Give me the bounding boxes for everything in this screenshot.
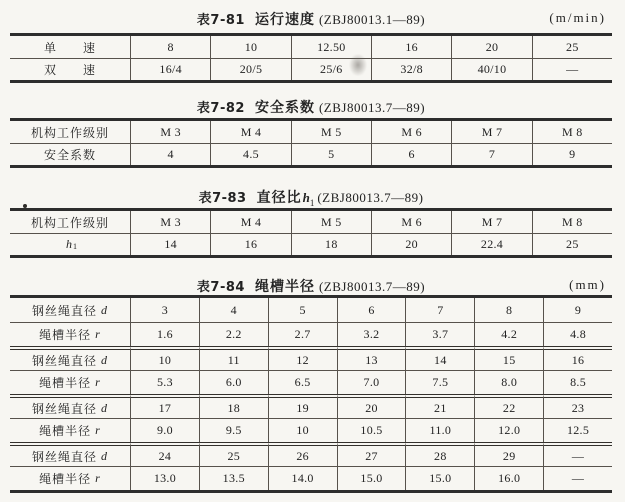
table-cell: 25 [532, 233, 612, 255]
table-cell: 20/5 [210, 58, 290, 80]
table-cell: 32/8 [371, 58, 451, 80]
table-7-83-caption [10, 187, 612, 209]
table-cell: 7.0 [337, 370, 406, 394]
table-cell: 5 [268, 298, 337, 322]
table-cell: 7 [405, 298, 474, 322]
row-header: 绳槽半径 r [10, 418, 130, 442]
table-cell: 1.6 [130, 322, 199, 346]
table-cell: 8 [474, 298, 543, 322]
table-title: 安全系数 [254, 100, 315, 116]
table-cell: 12.0 [474, 418, 543, 442]
table-cell: M 4 [210, 211, 290, 233]
table-cell: 8 [130, 36, 210, 58]
table-cell: 22.4 [451, 233, 531, 255]
table-cell: 3.7 [405, 322, 474, 346]
table-cell: M 5 [291, 121, 371, 143]
row-header: h 1 [10, 233, 130, 255]
table-cell: 9.5 [199, 418, 268, 442]
row-header: 机构工作级别 [30, 125, 109, 140]
ink-smudge [346, 50, 370, 80]
table-cell: M 5 [291, 211, 371, 233]
table-7-82 [10, 118, 612, 168]
table-cell: M 6 [371, 211, 451, 233]
table-cell: 14.0 [268, 466, 337, 490]
row-header: 绳槽半径 r [10, 370, 130, 394]
row-header: 单 速 [43, 40, 96, 55]
table-cell: 20 [371, 233, 451, 255]
table-cell: 8.0 [474, 370, 543, 394]
standard-ref: (ZBJ80013.7—89) [317, 190, 424, 205]
table-cell: 7.5 [405, 370, 474, 394]
table-cell: M 7 [451, 121, 531, 143]
table-cell: — [532, 58, 612, 80]
table-cell: 10 [210, 36, 290, 58]
table-cell: 15.0 [405, 466, 474, 490]
table-7-81-caption [10, 9, 612, 27]
table-cell: 3.2 [337, 322, 406, 346]
table-cell: 11.0 [405, 418, 474, 442]
table-7-81 [10, 33, 612, 83]
table-cell: 17 [130, 394, 199, 418]
table-cell: 20 [451, 36, 531, 58]
table-cell: 2.2 [199, 322, 268, 346]
table-cell: 16 [543, 346, 612, 370]
table-cell: 10 [130, 346, 199, 370]
standard-ref: (ZBJ80013.7—89) [318, 100, 426, 115]
table-cell: 4 [130, 143, 210, 165]
table-number: 表7-82 [196, 101, 245, 116]
table-cell: 11 [199, 346, 268, 370]
table-cell: 6.5 [268, 370, 337, 394]
table-cell: M 7 [451, 211, 531, 233]
table-title: 直径比 [256, 190, 302, 206]
table-title: 运行速度 [254, 12, 315, 28]
unit-note: (mm) [569, 277, 606, 292]
table-cell: M 8 [532, 211, 612, 233]
table-cell: 25 [532, 36, 612, 58]
table-cell: 16/4 [130, 58, 210, 80]
table-cell: M 8 [532, 121, 612, 143]
table-cell: 13 [337, 346, 406, 370]
table-cell: 8.5 [543, 370, 612, 394]
table-cell: 23 [543, 394, 612, 418]
table-cell: 18 [199, 394, 268, 418]
row-header: 绳槽半径 r [10, 466, 130, 490]
table-cell: 15 [474, 346, 543, 370]
table-title: 绳槽半径 [254, 279, 315, 295]
table-7-84 [10, 295, 612, 493]
table-cell: 10.5 [337, 418, 406, 442]
table-cell: 15.0 [337, 466, 406, 490]
table-cell: 16 [371, 36, 451, 58]
table-cell: 18 [291, 233, 371, 255]
table-number: 表7-81 [196, 13, 245, 28]
table-cell: 24 [130, 442, 199, 466]
row-header: 钢丝绳直径 d [10, 394, 130, 418]
table-cell: 6 [337, 298, 406, 322]
table-number: 表7-83 [198, 191, 247, 206]
table-cell: 16 [210, 233, 290, 255]
table-7-84-caption [10, 276, 612, 294]
table-cell: 13.5 [199, 466, 268, 490]
table-cell: 3 [130, 298, 199, 322]
table-cell: 2.7 [268, 322, 337, 346]
table-cell: 21 [405, 394, 474, 418]
table-cell: 27 [337, 442, 406, 466]
table-cell: 4.8 [543, 322, 612, 346]
table-cell: 4.2 [474, 322, 543, 346]
table-cell: 14 [405, 346, 474, 370]
table-cell: 12 [268, 346, 337, 370]
row-header: 钢丝绳直径 d [10, 346, 130, 370]
table-cell: 13.0 [130, 466, 199, 490]
row-header: 安全系数 [10, 143, 130, 165]
table-cell: 12.5 [543, 418, 612, 442]
table-cell: 5.3 [130, 370, 199, 394]
table-cell: — [543, 466, 612, 490]
table-title-variable: h [302, 190, 310, 205]
table-cell: 5 [291, 143, 371, 165]
table-cell: 28 [405, 442, 474, 466]
table-cell: 9.0 [130, 418, 199, 442]
unit-note: (m/min) [549, 10, 606, 25]
table-7-82-caption [10, 97, 612, 115]
table-cell: 25/6 [291, 58, 371, 80]
row-header: 机构工作级别 [30, 215, 109, 230]
table-cell: 9 [532, 143, 612, 165]
table-cell: 7 [451, 143, 531, 165]
row-header: 双 速 [10, 58, 130, 80]
table-cell: 22 [474, 394, 543, 418]
table-cell: 10 [268, 418, 337, 442]
table-cell: M 3 [130, 121, 210, 143]
table-cell: 16.0 [474, 466, 543, 490]
table-cell: 29 [474, 442, 543, 466]
table-cell: 4.5 [210, 143, 290, 165]
row-header: 钢丝绳直径 d [31, 302, 108, 318]
table-cell: 19 [268, 394, 337, 418]
table-cell: 9 [543, 298, 612, 322]
table-cell: 6.0 [199, 370, 268, 394]
row-header: 绳槽半径 r [10, 322, 130, 346]
table-cell: 25 [199, 442, 268, 466]
table-cell: 6 [371, 143, 451, 165]
table-cell: 12.50 [291, 36, 371, 58]
table-cell: 20 [337, 394, 406, 418]
table-number: 表7-84 [196, 280, 245, 295]
table-cell: M 3 [130, 211, 210, 233]
table-7-83 [10, 208, 612, 258]
table-cell: 4 [199, 298, 268, 322]
table-cell: M 6 [371, 121, 451, 143]
table-cell: — [543, 442, 612, 466]
table-title-subscript: 1 [309, 198, 315, 209]
table-cell: 40/10 [451, 58, 531, 80]
table-cell: 14 [130, 233, 210, 255]
standard-ref: (ZBJ80013.1—89) [318, 12, 426, 27]
table-cell: 26 [268, 442, 337, 466]
table-cell: M 4 [210, 121, 290, 143]
row-header: 钢丝绳直径 d [10, 442, 130, 466]
standard-ref: (ZBJ80013.7—89) [318, 279, 426, 294]
